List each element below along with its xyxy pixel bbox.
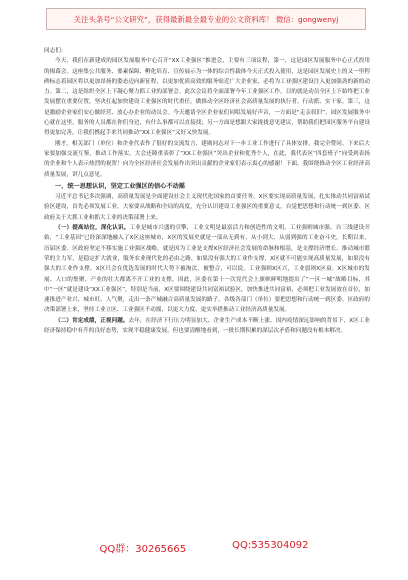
paragraph-summary: 刚才，相关部门（单位）和企业代表作了很好的交流发言，建勋同志对下一步工业工作进行了具体安排，我完全赞同。下来后大家要加强交流互鉴，推动工作落实。大会还隆重表彰了“XX工业强区”突出企业和优秀个人，在此，我代表区“四套班子”向受到表扬的企业和个人表示热烈的祝贺！向为全区经济社会发展作出突出贡献的企业家们表示衷心的感谢！下面，我围绕推动全区工业经济高质量发展，讲几点意见。	[44, 140, 370, 178]
paragraph-intro: 今天，我们在新建成的园区发展服务中心召开“XX工业强区”推进会，主要有三项议程，第一，这是园区发展服务中心正式投用的揭幕会。这座集公共服务、要素保障、孵化培育、宣传展示为一体的综合性载体今天正式投入使用，这是园区发展史上的又一里程碑标志着园区将以更加昂扬的姿态迈向新征程，以更加优质高效的服务贴近广大企业家，必将为工业强区建设注入更加强劲的新的动力。第二，这是组织全区上下凝心聚力抓工业的部署会。此次会议将全面部署今年工业强区工作，目的就是动员全区上下始终把工业发展摆在重要位置，坚决扛起加快建设工业强区的时代重任，做推动全区经济社会高质量发展的执行者、行动派、实干家。第三，这是激励企业家们安心做经营、放心办企业的动员会。今天邀请全区企业家们同唱发展好声音，一方面是“走亲叙旧”，园区发展服务中心就在这里，服务的人员都在你们身边，有什么事都可以直接找；另一方面是想跟大家拢拢意见建议，帮助我们把园区服务平台建设得更加完善，让我们携起手来共同推动“XX工业强区”又好又快发展。	[44, 58, 370, 137]
section-heading-1: 一、统一思想认识，坚定工业强区的信心不动摇	[55, 182, 185, 190]
qq-group: QQ群：30265665	[99, 544, 187, 555]
sub2-text: 去年，在经济下行压力明显加大、企业生产成本不断上涨、国内疫情深远影响的背景下，X区工业经济保持稳中有升的良好态势，实现平稳健康发展，但也要清醒地看到，一批长期积累的深层次矛盾和问题没有根本解决。	[44, 317, 370, 335]
promo-banner: 关注头条号“公文研究”，获得最新最全最专业的公文资料库！ 微信：gongwenyj	[46, 8, 366, 30]
section1-intro: 习近平总书记多次强调，高质量发展是全面建设社会主义现代化国家的首要任务。X区要实现高质量发展，扎实推动共同富裕试验区建设，首先必须发展工业，大家要从战略和全局的高度，充分认识建设工业强区的重要意义，自觉把思想和行动统一到区委、区政府关于大抓工业和抓大工业的决策部署上来。	[44, 194, 370, 221]
greeting: 同志们：	[44, 48, 67, 54]
sub-heading-2: （二）肯定成绩，正视问题。	[55, 317, 129, 324]
section1-sub1	[44, 223, 370, 316]
document-body	[44, 46, 370, 336]
qq-user: QQ:535304092	[232, 540, 309, 551]
sub-heading-1: （一）提高站位，深化认识。	[55, 225, 130, 232]
contact-footer	[0, 540, 408, 558]
section2-sub2	[44, 316, 370, 337]
sub1-text: 工业是城市兴盛的引擎，工业文明是最富活力和创造性的文明。工业强则城市强。自三线建设开始，“工业基因”已经深深地融入了X区这座城市，X区的发展史就是一部从无到有、从小到大、从弱到强的工业奋斗史，长期以来，历届区委、区政府坚定不移实施工业强区战略，就是因为工业是支撑X区经济社会发展的命脉和根基，是支撑经济增长、推动城市繁荣的主力军，是稳定扩大就业，服务农业现代化的必由之路，如果没有强大的工业作支撑，X区就不可能实现高质量发展，如果没有强大的工业作支撑，X区只会在优选发展的时代大势下被淘汰，被整合，可以说，工业强则X区兴，工业弱则X区衰。X区城市的发展、人口的集聚、产业的壮大都离不开工业的支撑，因此，区委在第十一次党代会上旗帜鲜明地提出了“一区一城”战略目标，其中“一区”就是建设“XX工业强区”，特别是当前，X区要围绕建设共同富裕试验区，加快推进共同富裕，必须把工业发展放在首位，加速推进产业兴、城市旺、人气聚，走出一条产城融合高质量发展的路子。各级各部门（单位）要把思想和行动统一到区委、区政府的决策部署上来，坚持工业立区、工业强区不动摇，以更大力度、更实举措推动工业经济高质量发展。	[44, 225, 370, 314]
